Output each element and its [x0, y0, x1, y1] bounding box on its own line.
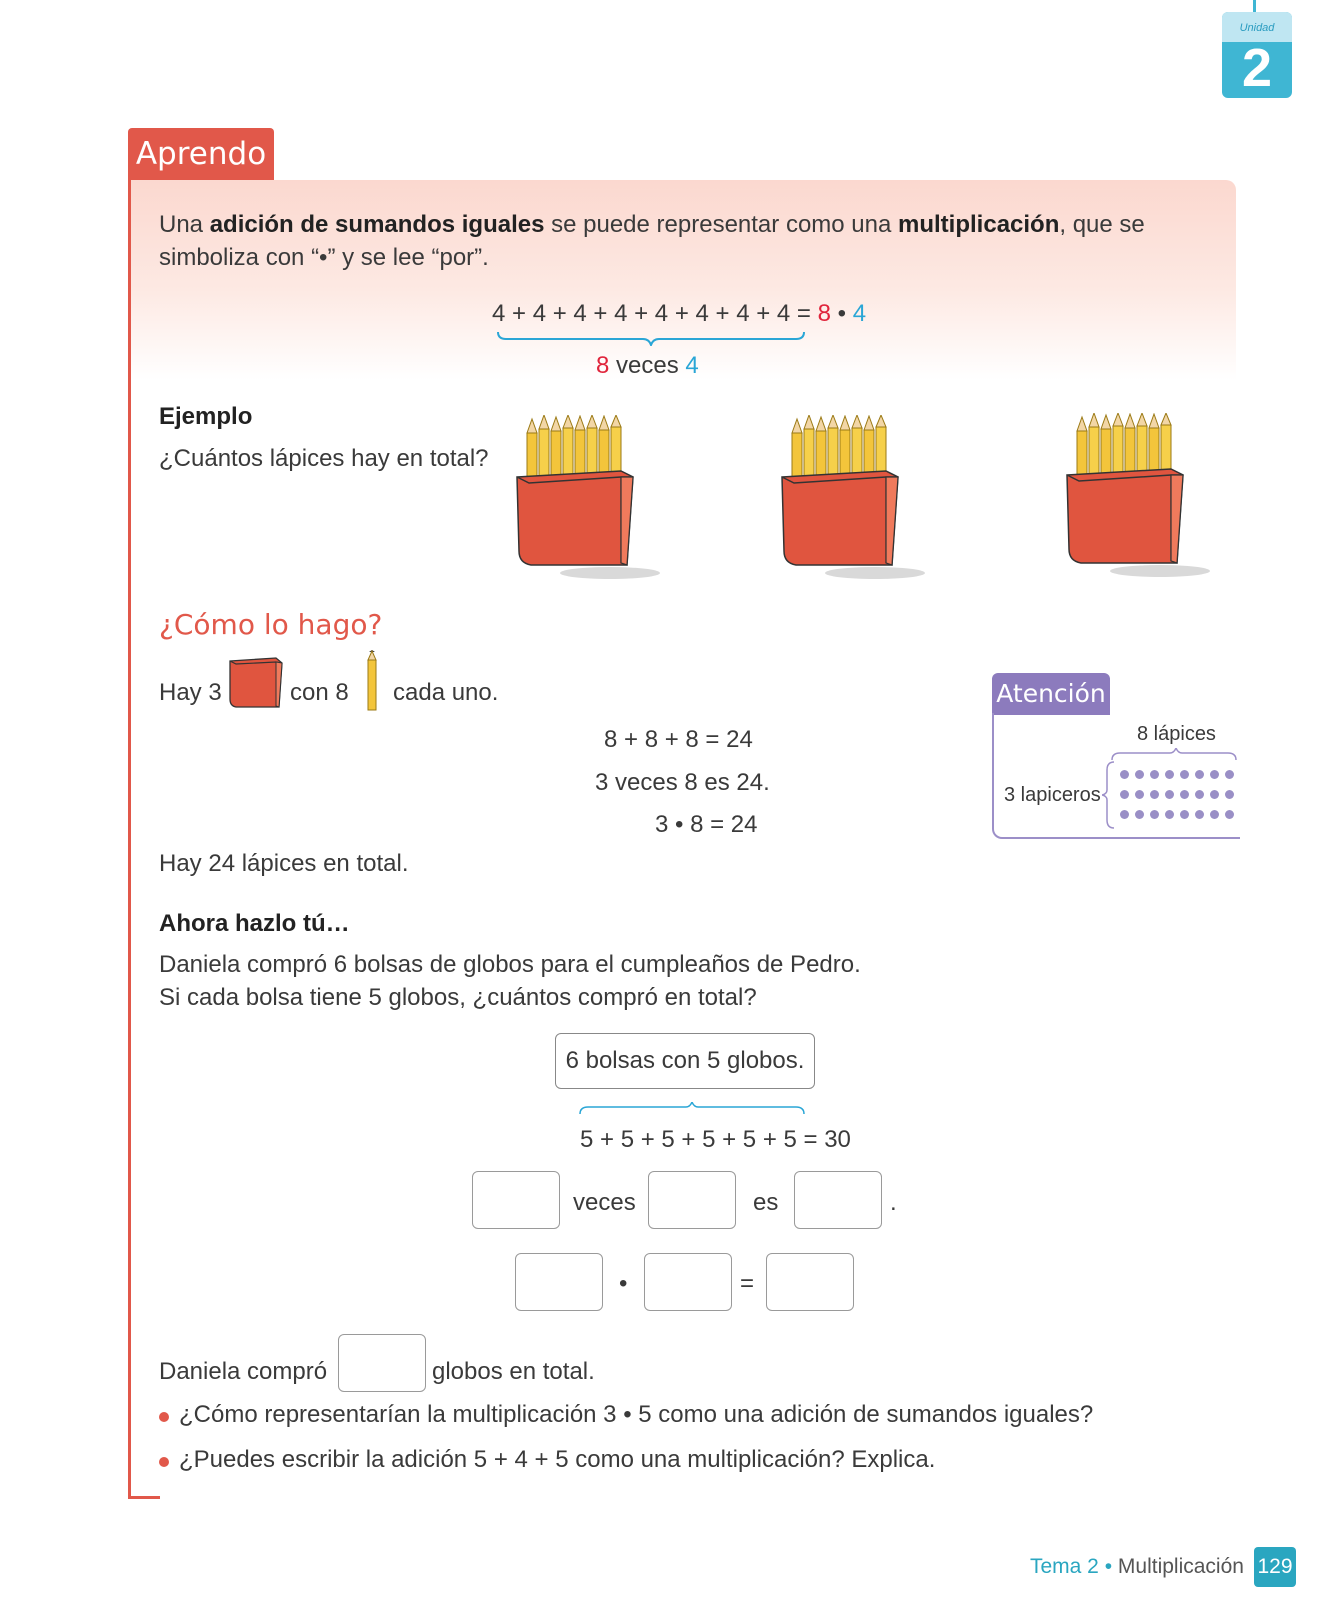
como-line3: 3 • 8 = 24 — [655, 811, 758, 838]
como-line2: 3 veces 8 es 24. — [595, 769, 770, 796]
answer-box-product[interactable] — [766, 1253, 854, 1311]
pencil-dot — [1165, 790, 1174, 799]
como-line1: 8 + 8 + 8 = 24 — [604, 726, 753, 753]
pencil-dot — [1165, 810, 1174, 819]
aprendo-equation: 4 + 4 + 4 + 4 + 4 + 4 + 4 + 4 = 8 • 4 — [492, 300, 867, 327]
pencil-dot — [1150, 810, 1159, 819]
atencion-top-brace — [1110, 748, 1240, 762]
como-hay: Hay 3 — [159, 679, 222, 706]
compro-text: Daniela compró — [159, 1358, 328, 1385]
cup-icon — [228, 655, 284, 711]
pencil-dot — [1135, 770, 1144, 779]
mult-dot: • — [619, 1270, 628, 1297]
answer-box-total[interactable] — [338, 1334, 426, 1392]
es-word: es — [753, 1189, 779, 1216]
bullet-icon — [159, 1412, 169, 1422]
answer-box-veces-n[interactable] — [472, 1171, 560, 1229]
pencil-dot — [1195, 810, 1204, 819]
como-title: ¿Cómo lo hago? — [159, 608, 383, 641]
unit-word: Unidad — [1239, 22, 1275, 34]
unit-number: 2 — [1241, 38, 1273, 98]
pencil-dot — [1150, 770, 1159, 779]
bags-label-box: 6 bolsas con 5 globos. — [555, 1033, 815, 1089]
answer-box-es-result[interactable] — [794, 1171, 882, 1229]
pencil-dot — [1135, 790, 1144, 799]
pencil-dot — [1120, 770, 1129, 779]
como-con: con 8 — [290, 679, 349, 706]
answer-box-factor-1[interactable] — [515, 1253, 603, 1311]
pencil-dot — [1210, 810, 1219, 819]
pencil-dot — [1120, 790, 1129, 799]
pencil-dot — [1180, 770, 1189, 779]
atencion-side-brace — [1102, 760, 1116, 830]
atencion-side-label: 3 lapiceros — [1004, 784, 1101, 806]
sum-brace — [578, 1102, 808, 1116]
aprendo-title: Aprendo — [128, 128, 274, 180]
section-rule — [128, 178, 131, 1498]
ejemplo-question: ¿Cuántos lápices hay en total? — [159, 445, 489, 472]
pencil-dot — [1195, 770, 1204, 779]
page-number: 129 — [1254, 1547, 1296, 1587]
pencil-dot — [1150, 790, 1159, 799]
pencil-dot — [1180, 790, 1189, 799]
ahora-line1: Daniela compró 6 bolsas de globos para el cumpleaños de Pedro. — [159, 951, 861, 978]
answer-box-veces-m[interactable] — [648, 1171, 736, 1229]
atencion-dot-grid — [1120, 770, 1240, 830]
equation-brace — [496, 330, 806, 346]
pencil-dot — [1210, 770, 1219, 779]
pencil-dot — [1225, 790, 1234, 799]
unit-badge — [1222, 12, 1292, 98]
aprendo-intro: Una adición de sumandos iguales se puede representar como una multiplicación, que se — [159, 211, 1145, 238]
ahora-title: Ahora hazlo tú… — [159, 910, 350, 937]
question-1: ¿Cómo representarían la multiplicación 3 • 5 como una adición de sumandos iguales? — [179, 1401, 1094, 1428]
pencil-dot — [1225, 770, 1234, 779]
globos-text: globos en total. — [432, 1358, 595, 1385]
equals-sign: = — [740, 1270, 755, 1297]
pencil-cup-image — [1065, 413, 1215, 583]
ahora-sum: 5 + 5 + 5 + 5 + 5 + 5 = 30 — [580, 1126, 851, 1153]
atencion-title: Atención — [992, 673, 1110, 715]
como-cada: cada uno. — [393, 679, 499, 706]
pencil-dot — [1135, 810, 1144, 819]
veces-word: veces — [573, 1189, 636, 1216]
pencil-dot — [1180, 810, 1189, 819]
aprendo-intro-line2: simboliza con “•” y se lee “por”. — [159, 244, 489, 271]
question-2: ¿Puedes escribir la adición 5 + 4 + 5 como una multiplicación? Explica. — [179, 1446, 936, 1473]
footer-label: Tema 2 • Multiplicación — [1030, 1555, 1244, 1578]
atencion-top-label: 8 lápices — [1137, 723, 1216, 745]
answer-box-factor-2[interactable] — [644, 1253, 732, 1311]
ahora-line2: Si cada bolsa tiene 5 globos, ¿cuántos compró en total? — [159, 984, 757, 1011]
pencil-dot — [1195, 790, 1204, 799]
como-result: Hay 24 lápices en total. — [159, 850, 409, 877]
pencil-icon — [365, 650, 379, 712]
veces-label: 8 veces 4 — [596, 352, 699, 379]
row-period: . — [890, 1189, 897, 1216]
pencil-cup-image — [780, 415, 930, 585]
bullet-icon — [159, 1457, 169, 1467]
ejemplo-title: Ejemplo — [159, 403, 253, 430]
pencil-dot — [1120, 810, 1129, 819]
pencil-dot — [1225, 810, 1234, 819]
pencil-dot — [1165, 770, 1174, 779]
section-rule-foot — [128, 1496, 160, 1499]
pencil-cup-image — [515, 415, 665, 585]
pencil-dot — [1210, 790, 1219, 799]
